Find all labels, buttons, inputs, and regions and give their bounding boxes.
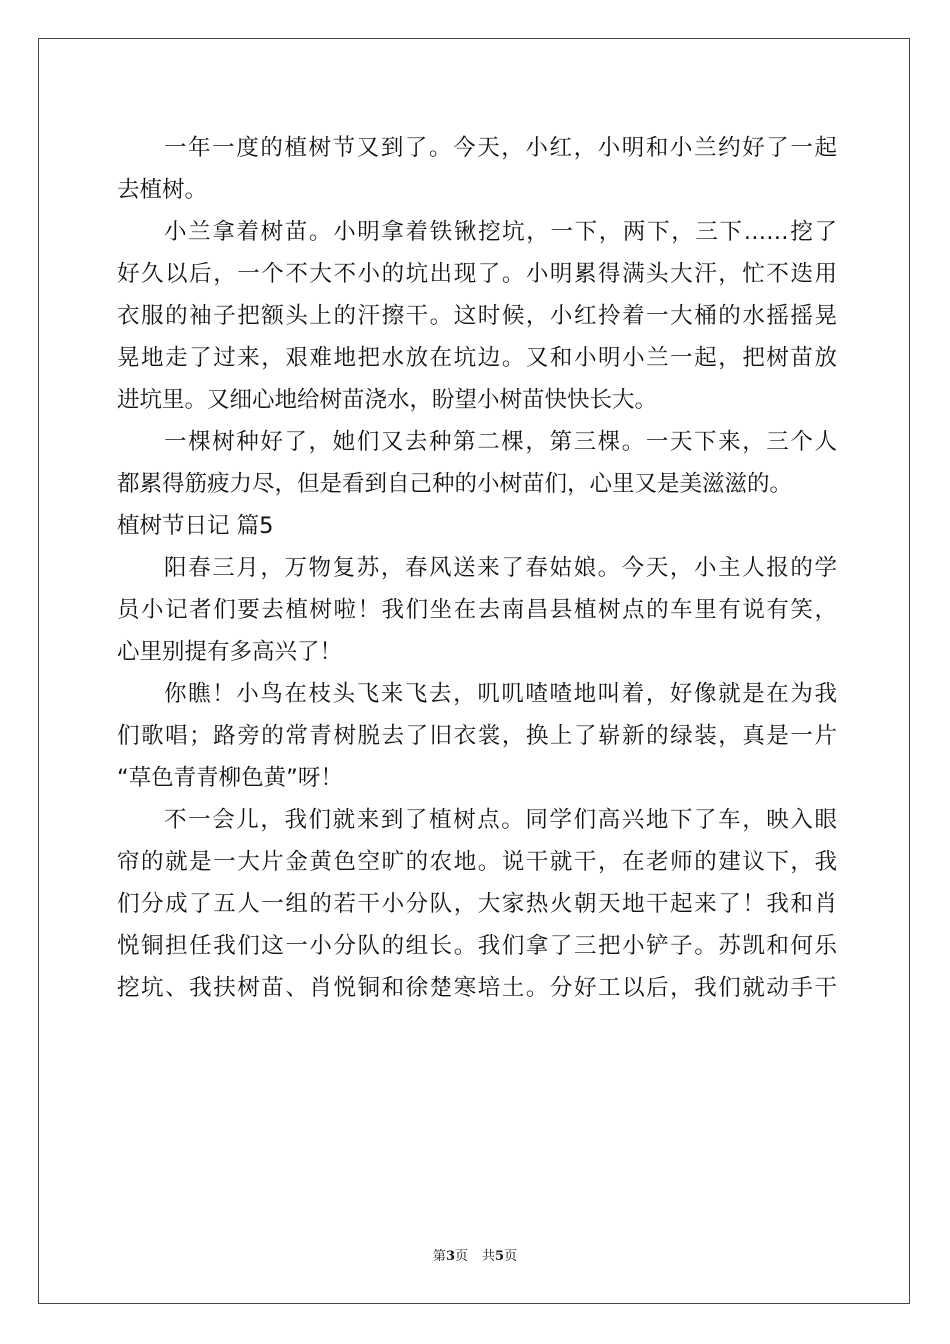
text-line: 不一会儿，我们就来到了植树点。同学们高兴地下了车，映入眼 xyxy=(164,807,837,833)
text-line: 阳春三月，万物复苏，春风送来了春姑娘。今天，小主人报的学 xyxy=(164,555,837,581)
text-line: 员小记者们要去植树啦！我们坐在去南昌县植树点的车里有说有笑， xyxy=(117,597,837,623)
text-line: 去植树。 xyxy=(117,177,208,203)
text-line: 悦铜担任我们这一小分队的组长。我们拿了三把小铲子。苏凯和何乐 xyxy=(117,933,837,959)
body-text xyxy=(117,127,837,1009)
text-line: 挖坑、我扶树苗、肖悦铜和徐楚寒培土。分好工以后，我们就动手干 xyxy=(117,975,837,1001)
text-line: 心里别提有多高兴了！ xyxy=(117,639,343,665)
footer-total-suffix: 页 xyxy=(504,1249,518,1264)
text-line: 进坑里。又细心地给树苗浇水，盼望小树苗快快长大。 xyxy=(117,387,658,413)
footer-total-pages: 5 xyxy=(495,1249,505,1264)
text-line: 都累得筋疲力尽，但是看到自己种的小树苗们，心里又是美滋滋的。 xyxy=(117,471,793,497)
text-line: 小兰拿着树苗。小明拿着铁锹挖坑，一下，两下，三下……挖了 xyxy=(164,219,837,245)
text-line: 晃地走了过来，艰难地把水放在坑边。又和小明小兰一起，把树苗放 xyxy=(117,345,837,371)
footer-page-suffix: 页 xyxy=(454,1249,468,1264)
text-line: 们歌唱；路旁的常青树脱去了旧衣裳，换上了崭新的绿装，真是一片 xyxy=(117,723,837,749)
text-line: 你瞧！小鸟在枝头飞来飞去，叽叽喳喳地叫着，好像就是在为我 xyxy=(164,681,837,707)
text-line: 一棵树种好了，她们又去种第二棵，第三棵。一天下来，三个人 xyxy=(164,429,837,455)
text-line: 衣服的袖子把额头上的汗擦干。这时候，小红拎着一大桶的水摇摇晃 xyxy=(117,303,837,329)
footer-prefix: 第 xyxy=(432,1249,446,1264)
text-line: “草色青青柳色黄”呀！ xyxy=(117,765,343,791)
text-line: 帘的就是一大片金黄色空旷的农地。说干就干，在老师的建议下，我 xyxy=(117,849,837,875)
text-line: 好久以后，一个不大不小的坑出现了。小明累得满头大汗，忙不迭用 xyxy=(117,261,837,287)
footer-current-page: 3 xyxy=(445,1249,455,1264)
footer-total-prefix: 共 xyxy=(482,1249,496,1264)
page-footer xyxy=(0,1245,950,1264)
text-line: 植树节日记 篇5 xyxy=(117,513,274,539)
text-line: 们分成了五人一组的若干小分队，大家热火朝天地干起来了！我和肖 xyxy=(117,891,837,917)
text-line: 一年一度的植树节又到了。今天，小红，小明和小兰约好了一起 xyxy=(164,135,837,161)
